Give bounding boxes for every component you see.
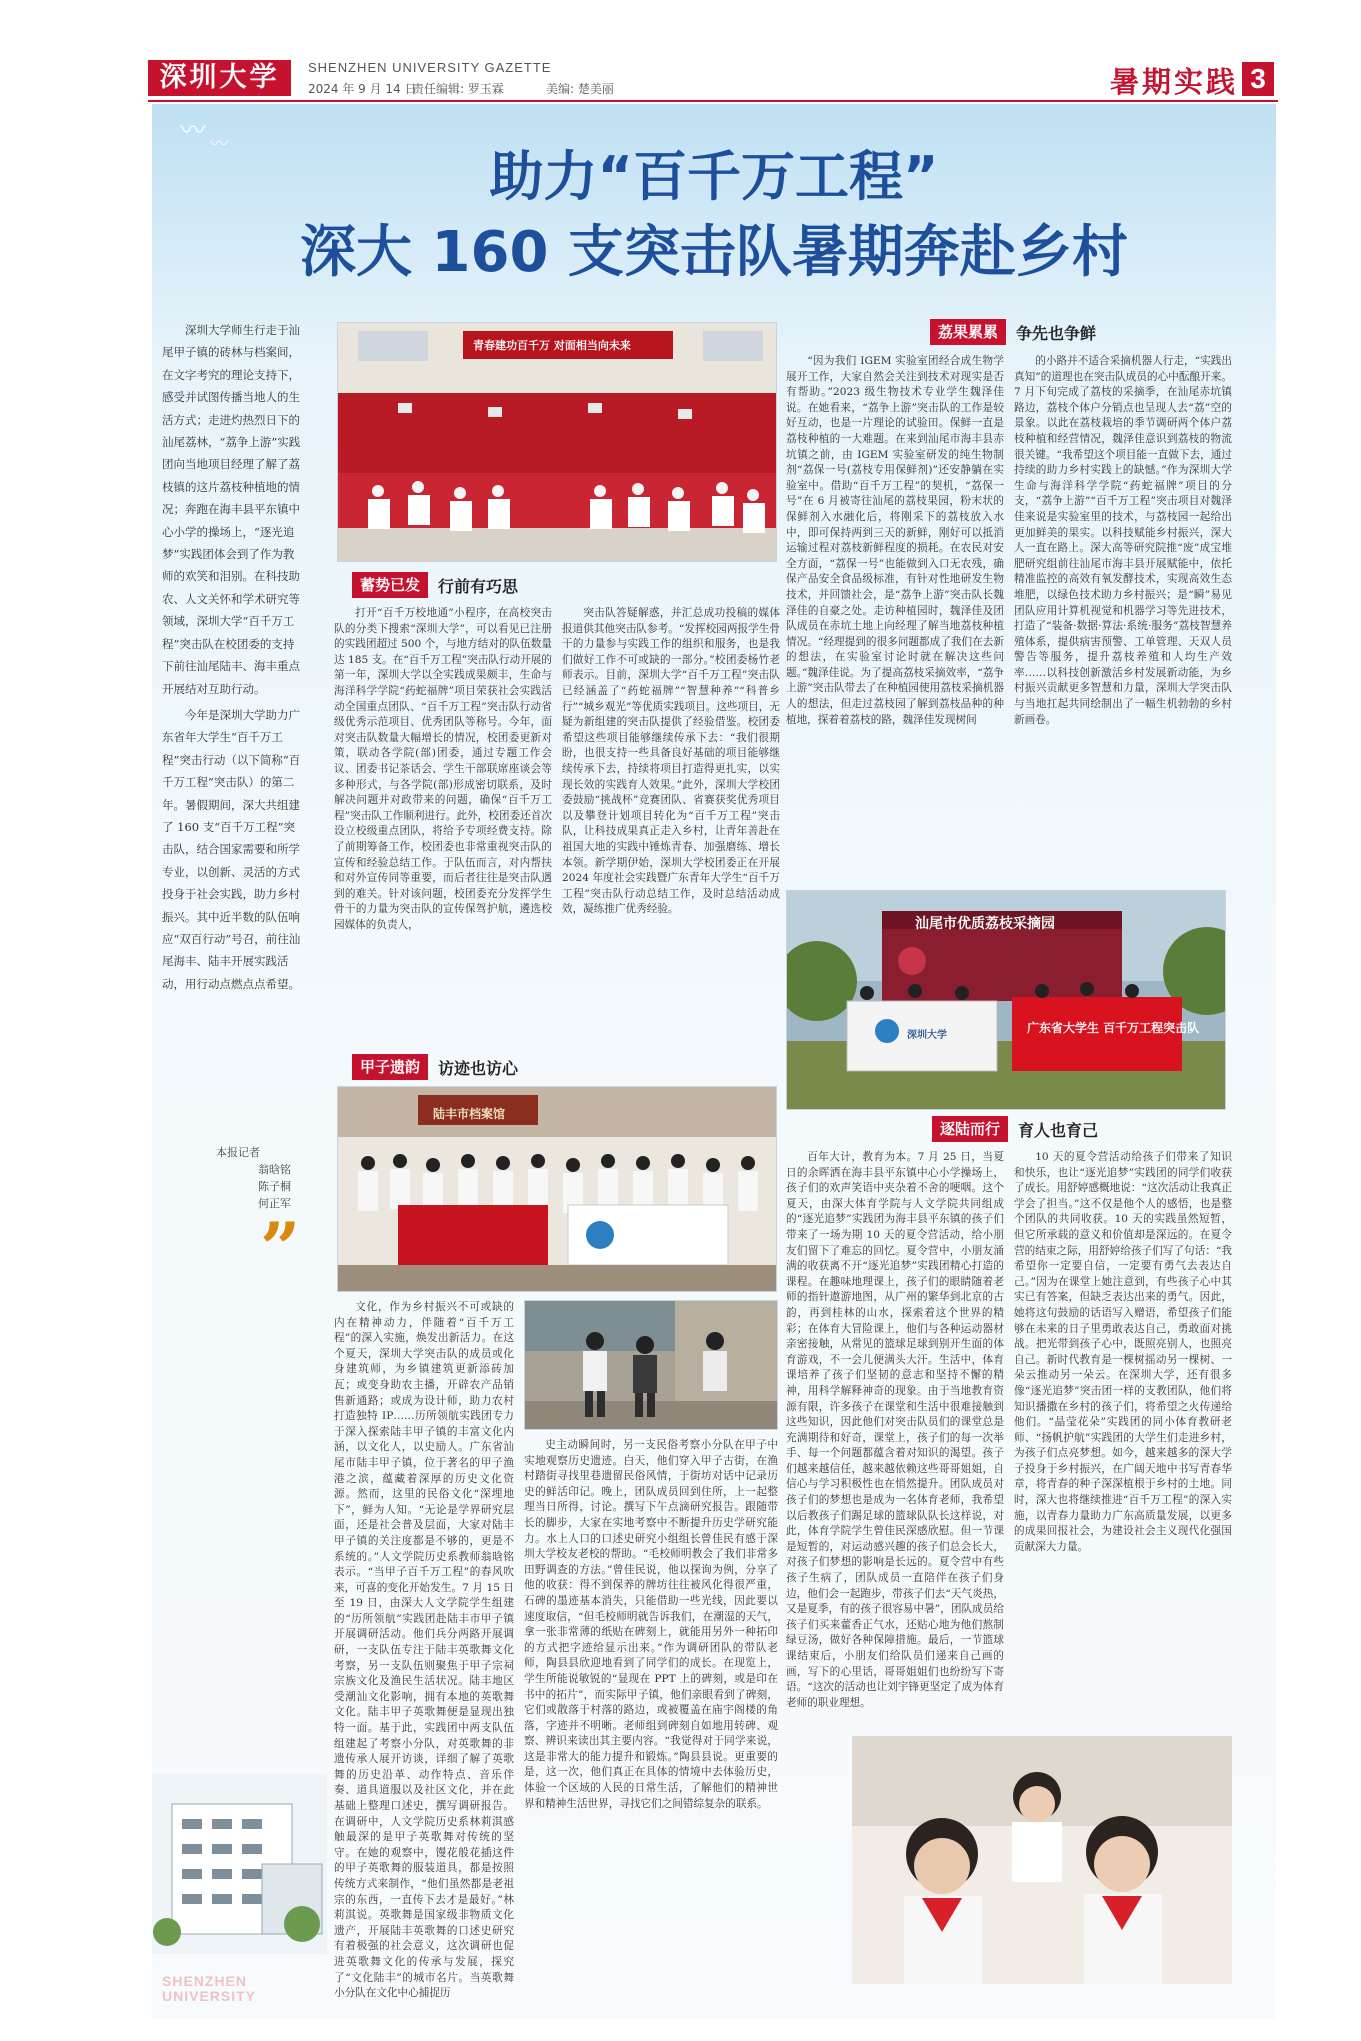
bird-decoration: 〰 (210, 134, 228, 155)
paragraph: 突击队答疑解惑，并汇总成功投稿的媒体报道供其他突击队参考。“发挥校园两报学生骨干的力量参与实践工作的组织和服务，也是我们做好工作不可或缺的一部分。”校团委杨竹老师表示。目前，深圳大学“百千万工程”突击队已经涵盖了“药蛇福牌”“智慧种养”“科普乡行”“城乡观光”等优质实践项目。这些项目，无疑为新组建的突击队提供了经验借鉴。校团委希望这些项目能够继续传承下去：“我们很期盼，也很支持一些具备良好基础的项目能够继续传承下去，持续将项目打造得更扎实，以实现长效的实践育人效果。”此外，深圳大学校团委鼓励“挑战杯”竞赛团队、省赛获奖优秀项目以及攀登计划项目转化为“百千万工程”突击队，让科技成果真正走入乡村，让青年善赴在祖国大地的实践中锤炼青春、加强磨练、增长本领。新学期伊始，深圳大学校团委正在开展 2024 年度社会实践暨广东青年大学生“百千万工程”突击队行动总结工作，及时总结活动成效，凝练推广优秀经验。 (562, 607, 780, 916)
children-photo (852, 1736, 1232, 1984)
section-tag-teaching (932, 1116, 1098, 1142)
section-1-column-b (562, 606, 780, 1048)
section-4-column-a (786, 1150, 1004, 1730)
paragraph: 10 天的夏令营活动给孩子们带来了知识和快乐，也让“逐光追梦”实践团的同学们收获了成长。用舒婷感概地说：“这次活动让我真正学会了担当。”这不仅是他个人的感悟，也是整个团队的共同收获。10 天的实践虽然短暂，但它所承载的意义和价值却是深远的。在夏令营的结束之际，用舒婷给孩子们写了句话：“我希望你一定要自信，一定要有勇气去表达自己。”因为在课堂上她注意到，有些孩子心中其实已有答案，但缺乏表达出来的勇气。因此，她将这句鼓励的话语写入赠语，希望孩子们能够在未来的日子里勇敢表达自己，勇敢面对挑战。把光带到孩子心中，既照亮别人，也照亮自己。新时代教育是一棵树摇动另一棵树、一朵云推动另一朵云。在深圳大学，还有很多像“逐光追梦”突击团一样的支教团队，他们将知识播撒在乡村的孩子们，将希望之火传递给他们。“晶莹花朵”实践团的同小体育教研老师、“扬帆护航”实践团的大学生们走进乡村，为孩子们点亮梦想。如今，越来越多的深大学子投身于乡村振兴，在广阔天地中书写青春华章，将青春的种子深深植根于乡村的土地。同时，深大也将继续推进“百千万工程”的深入实施，以青春力量助力广东高质量发展，以更多的成果回报社会，为建设社会主义现代化强国贡献深大力量。 (1014, 1151, 1232, 1553)
headline-line-1: 助力“百千万工程” (489, 145, 939, 208)
masthead-rule (148, 100, 1278, 102)
archive-sign: 陆丰市档案馆 (433, 1107, 506, 1121)
quote-mark-icon: ” (260, 1207, 301, 1290)
section-subtitle: 育人也育己 (1018, 1120, 1099, 1140)
children-photo-image (852, 1736, 1232, 1984)
headline-line-2: 深大 160 支突击队暑期奔赴乡村 (300, 220, 1128, 285)
section-name: 暑期实践 (1109, 65, 1238, 99)
campus-building-image (152, 1774, 327, 1954)
intro-column (162, 319, 302, 999)
ceremony-photo-image (338, 323, 777, 562)
designer: 美编: 楚美丽 (546, 82, 614, 96)
responsible-editor: 责任编辑: 罗玉霖 (412, 82, 504, 96)
section-tag-prep (352, 572, 518, 598)
archive-group-photo-image (338, 1087, 777, 1292)
section-2-column-a (334, 1300, 514, 2016)
footer-university-logo (162, 1974, 256, 2004)
ceremony-photo (337, 322, 777, 562)
dance-interview-photo-image (525, 1301, 778, 1430)
paragraph: 百年大计，教育为本。7 月 25 日，当夏日的余晖洒在海丰县平东镇中心小学操场上，孩子们的欢声笑语中夹杂着不舍的哽咽。这个夏天，由深大体育学院与人文学院共同组成的“逐光追梦”实践团为海丰县平东镇的孩子们带来了一场为期 10 天的夏令营活动，给小朋友们留下了难忘的回忆。夏令营中，小朋友涌满的收获离不开“逐光追梦”实践团精心打造的课程。在趣味地理课上，孩子们的眼睛随着老师的指针遨游地图，从广州的繁华到北京的古韵，再到桂林的山水，探索着这个世界的精彩；在体育大冒险课上，他们与各种运动器材亲密接触，从常见的篮球足球到别开生面的体育游戏，不一会儿便满头大汗。生活中，体育课培养了孩子们坚韧的意志和坚持不懈的精神，用科学解释神奇的现象。由于当地教育资源有限，许多孩子在课堂和生活中很难接触到这些知识，因此他们对突击队员们的课堂总是充满期待和好奇，课堂上，孩子们的每一次举手、每一个问题都蕴含着对知识的渴望。孩子们越来越信任，越来越依赖这些哥哥姐姐，自信心与学习积极性也在悄然提升。团队成员对孩子们的梦想也是成为一名体育老师，我希望以后教孩子们踢足球的篮球队队长这样说，对此，体育学院学生曾佳民深感欣慰。但一节课是短暂的，对运动感兴趣的孩子们总会长大，对孩子们梦想的影响是长远的。夏令营中有些孩子生病了，团队成员一直陪伴在孩子们身边，他们会一起跑步，带孩子们去“天气炎热，又是夏季，有的孩子很容易中暑”，团队成员给孩子们买来藿香正气水，还贴心地为他们熬制绿豆汤，做好各种保障措施。最后，一节篮球课结束后，小朋友们给队员们递来自己画的画，写下的心里话，哥哥姐姐们也纷纷写下寄语。“这次的活动也让刘宇锋更坚定了成为体育老师的职业理想。 (786, 1151, 1004, 1709)
paragraph: 史主动瞬间时，另一支民俗考察小分队在甲子中实地观察历史遗迹。白天，他们穿入甲子古街，在渔村踏街寻找里巷遗留民俗风情，于街坊对话中记录历史的鲜活印记。晚上，团队成员回到住所，上一起整理当日所得，讨论。撰写下午点滴研究报告。跟随带长的脚步，大家在实地考察中不断提升历史学研究能力。水上人口的口述史研究小组组长曾佳民有感于深圳大学校友老校的帮助。“毛校师明教会了我们非常多田野调查的方法。”曾佳民说，他以探询为例，分享了他的收获：得不到保养的牌坊往往被风化得很严重，石碑的墨迹基本消失，只能借助一些光线，因此要以速度取信，“但毛校师明就告诉我们，在潮湿的天气，拿一张非常薄的纸贴在碑刻上，就能用另外一种拓印的方式把字迹给显示出来。”作为调研团队的带队老师，陶县县欣迎地看到了同学们的成长。在现览上，学生所能说敏锐的“显现在 PPT 上的碑刻，或是印在书中的拓片”，而实际甲子镇，他们亲眼看到了碑刻，它们或散落于村落的路边，或被覆盖在庙宇阁楼的角落，字迹并不明晰。老师组到碑刻自如地用转碑、观察、辨识来读出其主要内容。“我觉得对于同学来说，这是非常大的能力提升和锻炼。”陶县县说。更重要的是，这一次，他们真正在具体的情境中去体验历史，体验一个区域的人民的日常生活，了解他们的精神世界和精神生活世界，寻找它们之间错综复杂的联系。 (524, 1439, 778, 1810)
paragraph: 文化，作为乡村振兴不可或缺的内在精神动力，伴随着“百千万工程”的深入实施，焕发出新活力。在这个夏天，深圳大学突击队的成员或化身建筑师，为乡镇建筑更新添砖加瓦；或变身助农主播，开辟农产品销售新通路；或成为设计师，助力农村打造独特 IP……历所领航实践团专力于深入探索陆丰甲子镇的丰富文化内涵，以文化人，以史励人。广东省汕尾市陆丰甲子镇，位于著名的甲子渔港之滨，蕴藏着深厚的历史文化资源。然而，这里的民俗文化“深埋地下”，鲜为人知。“无论是学界研究层面，还是社会普及层面，大家对陆丰甲子镇的关注度都是不够的，更是不系统的。”人文学院历史系教师翁晗铭表示。“当甲子百千万工程”的春风吹来，可喜的变化开始发生。7 月 15 日至 19 日，由深大人文学院学生组建的“历所领航”实践团赴陆丰市甲子镇开展调研活动。他们兵分两路开展调研，一支队伍专注于陆丰英歌舞文化考察，另一支队伍则聚焦于甲子宗祠宗族文化及渔民生活状况。陆丰地区受潮汕文化影响，拥有本地的英歌舞文化。陆丰甲子英歌舞便是显现出独特一面。基于此，实践团中两支队伍组建起了考察小分队，对英歌舞的非遗传承人展开访谈，详细了解了英歌舞的历史沿革、动作特点、音乐伴奏、道具道服以及社区文化，并在此基础上整理口述史，撰写调研报告。在调研中，人文学院历史系林莉淇感触最深的是甲子英歌舞对传统的坚守。在她的观察中，馒花般花插这件的甲子英歌舞的服装道具，都是按照传统方式来制作，“他们虽然都是老祖宗的东西，一直传下去才是最好。”林莉淇说。英歌舞是国家级非物质文化遗产，开展陆丰英歌舞的口述史研究有着极强的社会意义，这次调研也促进英歌舞文化的传承与发展，探究了“文化陆丰”的城市名片。当英歌舞小分队在文化中心捕捉历 (334, 1301, 514, 2000)
section-subtitle: 行前有巧思 (438, 576, 519, 596)
university-flag-text: 深圳大学 (907, 1030, 947, 1041)
gazette-name: SHENZHEN UNIVERSITY GAZETTE (308, 60, 552, 75)
newspaper-logo: 深圳大学 (148, 60, 291, 96)
section-subtitle: 争先也争鲜 (1016, 323, 1097, 343)
section-3-column-a (786, 354, 1004, 884)
byline-name: 翁晗铭 (258, 1163, 291, 1176)
orchard-sign-text: 汕尾市优质荔枝采摘园 (915, 916, 1055, 932)
paragraph: 打开“百千万校地通”小程序，在高校突击队的分类下搜索“深圳大学”，可以看见已注册的实践团超过 500 个，与地方结对的队伍数量达 185 支。在“百千万工程”突击队行动开展的第一年，深圳大学以全实践成果颇丰，生命与海洋科学学院“药蛇福牌”项目荣获社会实践活动全国重点团队、“百千万工程”突击队行动省级优秀示范项目、优秀团队等称号。今年，面对突击队数量大幅增长的情况，校团委更新对策，联动各学院(部)团委，通过专题工作会议、团委书记茶话会、学生干部联席座谈会等多种形式，与各学院(部)形成密切联系，及时解决问题并对政带来的问题，确保“百千万工程”突击队工作顺利进行。此外，校团委还首次设立校级重点团队，将给予专项经费支持。除了前期筹备工作，校团委也非常重视突击队的宣传和经验总结工作。于队伍而言，对内帮扶和对外宣传同等重要，而后者往往是突击队遇到的难关。针对该问题，校团委充分发挥学生骨干的力量为突击队的宣传保驾护航，遴选校园媒体的负责人， (334, 607, 552, 931)
dance-interview-photo (524, 1300, 778, 1430)
section-tag-lychee (930, 319, 1096, 345)
issue-date: 2024 年 9 月 14 日 (308, 82, 417, 96)
page-sheet (152, 104, 1276, 2018)
bird-decoration: 〰 (180, 116, 207, 146)
masthead (148, 58, 1278, 102)
campus-building-illustration (152, 1774, 327, 1954)
section-3-column-b (1014, 354, 1232, 884)
paragraph: 的小路并不适合采摘机器人行走，“实践出真知”的道理也在突击队成员的心中酝酿开来。7 月下旬完成了荔枝的采摘季，在汕尾赤坑镇路边，荔枝个体户分销点也呈现人去“荔”空的景象。以此在荔枝栽培的季节调研两个体户荔枝种植和经营情况，魏泽佳意识到荔枝的物流很关键。“我希望这个项目能一直做下去，通过持续的助力乡村实践上的缺憾。”作为深圳大学生命与海洋科学学院“药蛇福牌”项目的分支，“荔争上游”“百千万工程”突击项目对魏泽佳来说是实验室里的技术，与荔枝园一起给出更加鲜美的果实。以科技赋能乡村振兴，深大人一直在路上。深大高等研究院推“废”成宝堆肥研究组前往汕尾市海丰县开展赋能中，依托精准监控的高效有氧发酵技术，实现高效生态堆肥，以绿色技术助力乡村振兴；是“瞬”易见团队应用计算机视觉和机器学习等先进技术，打造了“装备·数据·算法·系统·服务”荔枝智慧养殖体系，提供病害预警、工单管理、天双人员警告等服务，提升荔枝养殖和人均生产效率……以科技创新激活乡村发展新动能，为乡村振兴贡献更多智慧和力量，深圳大学突击队与当地扛起共同绘制出了一幅生机勃勃的乡村新画卷。 (1014, 355, 1232, 726)
ceremony-banner-text: 青春建功百千万 对面相当向未来 (473, 339, 631, 352)
paragraph: “因为我们 IGEM 实验室团经合成生物学展开工作，大家自然会关注到技术对现实是否有帮助。”2023 级生物技术专业学生魏泽佳说。在她看来，“荔争上游”突击队的工作是较好互动，也是一片理论的试验田。保鲜一直是荔枝种植的一大难题。在来到汕尾市海丰县赤坑镇之前，由 IGEM 实验室研发的纯生物制剂“荔保一号(荔枝专用保鲜剂)”还安静躺在实验室中。借助“百千万工程”的契机，“荔保一号”在 6 月被寄往汕尾的荔枝果园，粉末状的保鲜剂入水融化后，将刚采下的荔枝放入水中，即可保持两到三天的新鲜，刚好可以抵消运输过程对荔枝新鲜程度的损耗。在农民对安全方面，“荔保一号”也能做到入口无农残，确保产品安全食品级标准，有针对性地研发生物技术，并回馈社会，是“荔争上游”突击队长魏泽佳的自豪之处。走访种植园时，魏泽佳及团队成员在赤坑土地上向经理了解当地荔枝种植情况。“经理提到的很多问题都成了我们在去新的想法，在实验室讨论时就在解决这些问题。”魏泽佳说。为了提高荔枝采摘效率，“荔争上游”突击队带去了在种植园使用荔枝采摘机器人的想法，但走过荔枝园了解到荔枝品种的种植地，探着着荔枝的路，魏泽佳发现树间 (786, 355, 1004, 726)
lychee-orchard-photo (786, 890, 1226, 1110)
footer-logo-line: SHENZHEN (162, 1973, 248, 1989)
section-tag-label: 荔果累累 (930, 319, 1006, 345)
page-number: 3 (1242, 62, 1274, 96)
section-tag-heritage (352, 1054, 518, 1080)
section-4-column-b (1014, 1150, 1232, 1730)
byline (216, 1144, 326, 1212)
section-tag-label: 蓄势已发 (352, 572, 428, 598)
section-subtitle: 访迹也访心 (438, 1058, 519, 1078)
intro-paragraph: 深圳大学师生行走于汕尾甲子镇的砖林与档案间，在文字考究的理论支持下，感受并试图传播当地人的生活方式；走进灼热烈日下的汕尾荔林，“荔争上游”实践团向当地项目经理了解了荔枝镇的这片荔枝种植地的情况；奔跑在海丰县平东镇中心小学的操场上，“逐光追梦”实践团体会到了作为教师的欢笑和泪别。在科技助农、人文关怀和学术研究等领域，深圳大学“百千万工程”突击队在校团委的支持下前往汕尾陆丰、海丰重点开展结对互助行动。 (162, 323, 301, 696)
archive-group-photo (337, 1086, 777, 1292)
footer-logo-line: UNIVERSITY (162, 1988, 257, 2004)
section-tag-label: 逐陆而行 (932, 1116, 1008, 1142)
byline-label: 本报记者 (216, 1146, 260, 1159)
section-1-column-a (334, 606, 552, 1048)
section-tag-label: 甲子遗韵 (352, 1054, 428, 1080)
section-2-column-b (524, 1438, 778, 2016)
team-flag-text: 广东省大学生 百千万工程突击队 (1027, 1021, 1200, 1035)
intro-paragraph: 今年是深圳大学助力广东省年大学生“百千万工程”突击行动（以下简称“百千万工程”突击队）的第二年。暑假期间，深大共组建了 160 支“百千万工程”突击队，结合国家需要和所学专业，以创新、灵活的方式投身于社会实践，助力乡村振兴。其中近半数的队伍响应“双百行动”号召，前往汕尾海丰、陆丰开展实践活动，用行动点燃点点希望。 (162, 707, 301, 991)
byline-name: 何正军 (258, 1197, 291, 1210)
byline-name: 陈子桐 (258, 1180, 291, 1193)
